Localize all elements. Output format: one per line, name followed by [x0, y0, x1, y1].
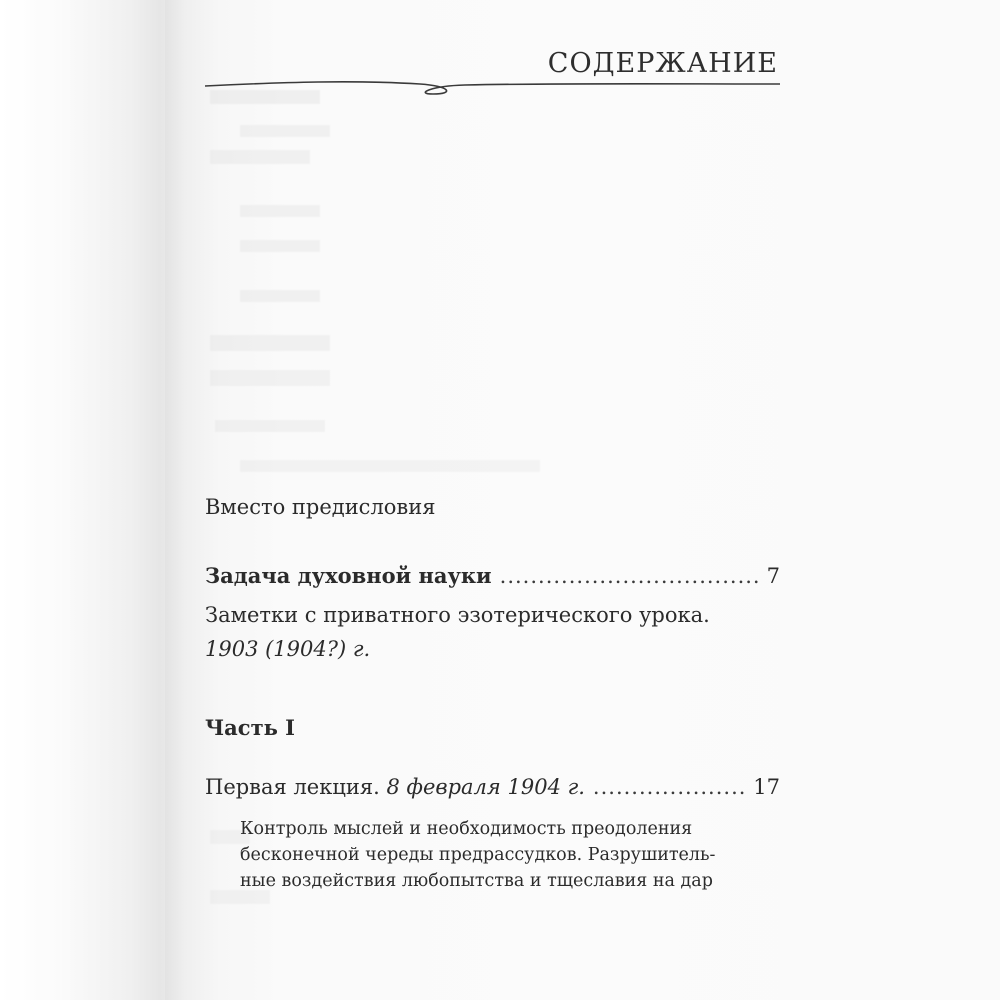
book-spine-shadow	[0, 0, 175, 1000]
dot-leader	[500, 559, 758, 593]
description-line: ные воздействия любопытства и тщеславия на дар	[240, 871, 713, 891]
description-line: бесконечной череды предрассудков. Разрушитель-	[240, 845, 716, 865]
page-number: 17	[753, 775, 780, 799]
toc-entry-lecture-1[interactable]	[205, 770, 780, 804]
description-line: Контроль мыслей и необходимость преодоления	[240, 819, 693, 839]
dot-leader	[593, 770, 745, 804]
lecture-date: 8 февраля 1904 г.	[386, 775, 585, 799]
toc-entry-foreword[interactable]	[205, 490, 780, 524]
page-title: СОДЕРЖАНИЕ	[547, 48, 778, 79]
toc-entry-task[interactable]	[205, 559, 780, 593]
toc-entry-label	[205, 770, 585, 804]
toc-entry-subtitle: Заметки с приватного эзотерического урока.	[205, 603, 710, 627]
lecture-1-description	[240, 816, 760, 894]
toc-entry-notes	[205, 598, 780, 666]
toc-part-heading	[205, 711, 780, 745]
toc-entry-date: 1903 (1904?) г.	[205, 637, 371, 661]
toc-entry-label: Вместо предисловия	[205, 495, 436, 519]
header-ornamental-rule	[205, 76, 780, 106]
lecture-title: Первая лекция.	[205, 775, 380, 799]
part-label: Часть I	[205, 715, 295, 740]
page-number: 7	[766, 564, 780, 588]
toc-entry-label: Задача духовной науки	[205, 563, 492, 588]
